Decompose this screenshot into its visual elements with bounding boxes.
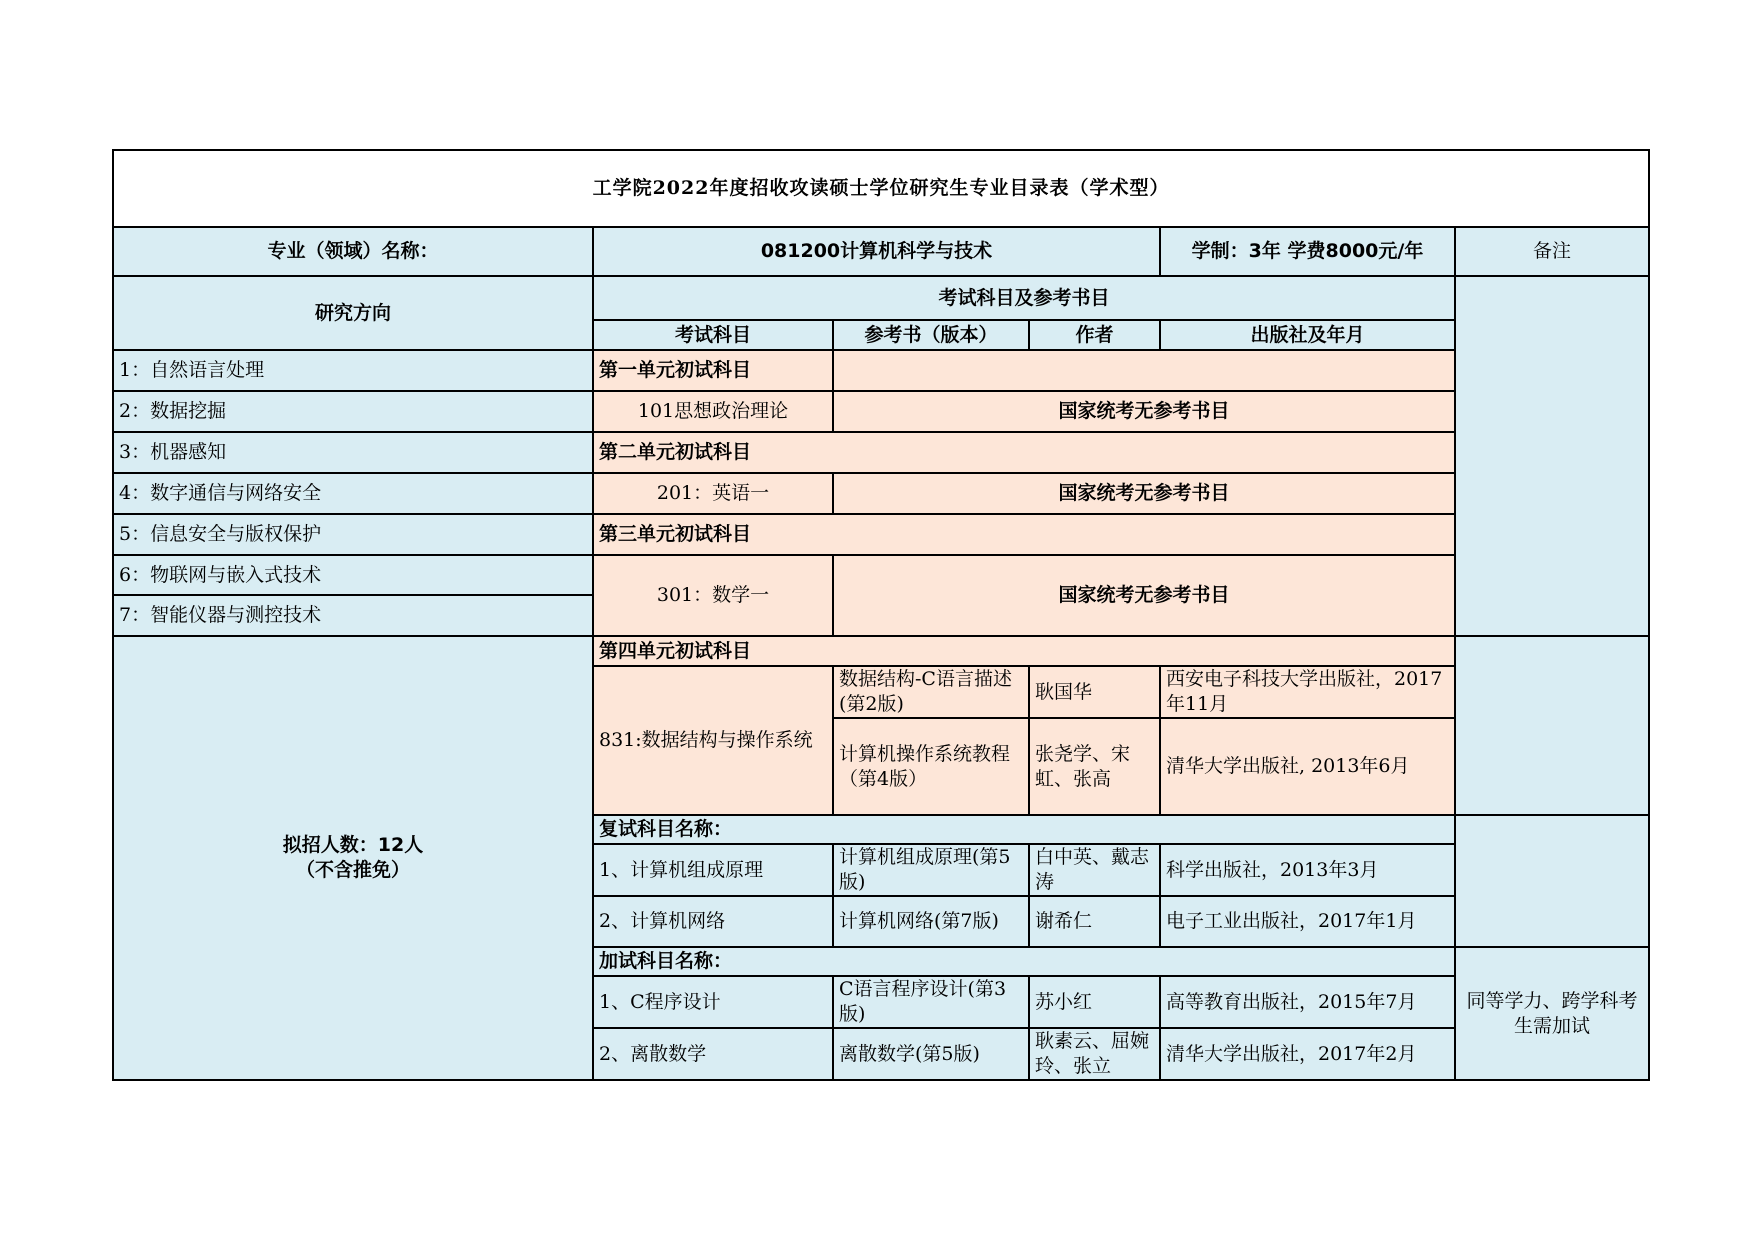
extra-author: 苏小红 — [1029, 976, 1160, 1028]
unit4-book: 数据结构-C语言描述(第2版) — [833, 666, 1029, 718]
extra-author: 耿素云、屈婉玲、张立 — [1029, 1028, 1160, 1080]
retest-publisher: 电子工业出版社，2017年1月 — [1160, 896, 1455, 947]
unit1-no-ref: 国家统考无参考书目 — [833, 391, 1455, 432]
major-name: 081200计算机科学与技术 — [593, 227, 1160, 276]
direction-item: 4：数字通信与网络安全 — [113, 473, 593, 514]
extra-book: 离散数学(第5版) — [833, 1028, 1029, 1080]
ref-book-header: 参考书（版本） — [833, 320, 1029, 350]
extra-book: C语言程序设计(第3版) — [833, 976, 1029, 1028]
direction-item: 2：数据挖掘 — [113, 391, 593, 432]
extra-subject: 1、C程序设计 — [593, 976, 833, 1028]
retest-book: 计算机组成原理(第5版) — [833, 844, 1029, 896]
unit2-label: 第二单元初试科目 — [593, 432, 1455, 473]
unit4-publisher: 清华大学出版社, 2013年6月 — [1160, 718, 1455, 815]
unit4-author: 张尧学、宋虹、张高 — [1029, 718, 1160, 815]
retest-subject: 1、计算机组成原理 — [593, 844, 833, 896]
retest-subject: 2、计算机网络 — [593, 896, 833, 947]
enrollment-count: 拟招人数：12人 — [282, 834, 424, 856]
extra-subject: 2、离散数学 — [593, 1028, 833, 1080]
retest-label: 复试科目名称： — [593, 815, 1455, 844]
unit3-label: 第三单元初试科目 — [593, 514, 1455, 555]
extra-publisher: 清华大学出版社，2017年2月 — [1160, 1028, 1455, 1080]
unit4-label: 第四单元初试科目 — [593, 636, 1455, 666]
unit4-author: 耿国华 — [1029, 666, 1160, 718]
extra-publisher: 高等教育出版社，2015年7月 — [1160, 976, 1455, 1028]
catalog-table — [112, 149, 1648, 1080]
exam-subject-header: 考试科目 — [593, 320, 833, 350]
retest-publisher: 科学出版社，2013年3月 — [1160, 844, 1455, 896]
retest-book: 计算机网络(第7版) — [833, 896, 1029, 947]
direction-item: 7：智能仪器与测控技术 — [113, 595, 593, 636]
remark-header: 备注 — [1455, 227, 1649, 276]
direction-item: 1：自然语言处理 — [113, 350, 593, 391]
remark-cell-top — [1455, 276, 1649, 636]
remark-cell-mid — [1455, 636, 1649, 815]
direction-item: 6：物联网与嵌入式技术 — [113, 555, 593, 595]
duration-fee: 学制：3年 学费8000元/年 — [1160, 227, 1455, 276]
unit4-publisher: 西安电子科技大学出版社，2017年11月 — [1160, 666, 1455, 718]
unit2-subject: 201：英语一 — [593, 473, 833, 514]
page-title: 工学院2022年度招收攻读硕士学位研究生专业目录表（学术型） — [113, 150, 1649, 227]
exam-group-header: 考试科目及参考书目 — [593, 276, 1455, 320]
unit4-book: 计算机操作系统教程（第4版） — [833, 718, 1029, 815]
direction-item: 3：机器感知 — [113, 432, 593, 473]
enrollment-note: （不含推免） — [295, 859, 410, 881]
retest-author: 白中英、戴志涛 — [1029, 844, 1160, 896]
direction-header: 研究方向 — [113, 276, 593, 350]
major-label: 专业（领域）名称： — [113, 227, 593, 276]
unit3-no-ref: 国家统考无参考书目 — [833, 555, 1455, 636]
unit4-subject: 831:数据结构与操作系统 — [593, 666, 833, 815]
unit1-subject: 101思想政治理论 — [593, 391, 833, 432]
unit3-subject: 301：数学一 — [593, 555, 833, 636]
extra-remark: 同等学力、跨学科考生需加试 — [1455, 947, 1649, 1080]
publisher-header: 出版社及年月 — [1160, 320, 1455, 350]
extra-label: 加试科目名称： — [593, 947, 1455, 976]
author-header: 作者 — [1029, 320, 1160, 350]
direction-item: 5：信息安全与版权保护 — [113, 514, 593, 555]
unit2-no-ref: 国家统考无参考书目 — [833, 473, 1455, 514]
remark-cell-retest — [1455, 815, 1649, 947]
retest-author: 谢希仁 — [1029, 896, 1160, 947]
enrollment-cell — [113, 636, 593, 1080]
unit1-label: 第一单元初试科目 — [593, 350, 833, 391]
